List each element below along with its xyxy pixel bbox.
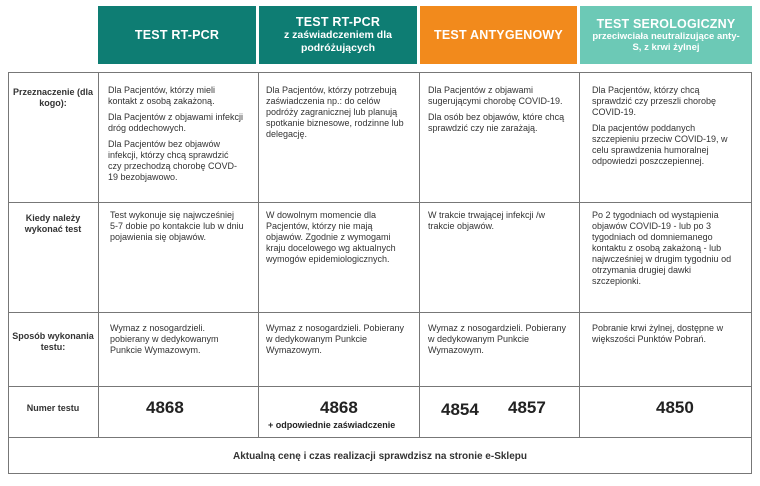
cell-paragraph: Wymaz z nosogardzieli. Pobierany w dedykowanym Punkcie Wymazowym. bbox=[266, 323, 404, 355]
row-divider bbox=[8, 202, 752, 203]
cell-przeznaczenie-col1 bbox=[108, 85, 244, 188]
cell-kiedy-col2 bbox=[266, 210, 406, 270]
column-divider bbox=[98, 72, 99, 437]
header-title: TEST RT-PCR bbox=[295, 14, 381, 29]
header-rt-pcr bbox=[98, 6, 256, 64]
cell-przeznaczenie-col2 bbox=[266, 85, 406, 145]
cell-paragraph: Dla Pacjentów, którzy potrzebują zaświadczenia np.: do celów podróży zagranicznej lub planują spotkanie biznesowe, rodzinne lub delegację. bbox=[266, 85, 404, 139]
cell-paragraph: Dla Pacjentów z objawami infekcji dróg oddechowych. bbox=[108, 112, 244, 133]
row-label-numer: Numer testu bbox=[26, 403, 80, 413]
certificate-note: + odpowiednie zaświadczenie bbox=[268, 420, 396, 430]
test-number-rt-pcr: 4868 bbox=[146, 398, 184, 417]
cell-kiedy-col4 bbox=[592, 210, 742, 292]
footer-note bbox=[8, 438, 752, 474]
footer-text: Aktualną cenę i czas realizacji sprawdzisz na stronie e-Sklepu bbox=[232, 450, 527, 462]
test-number-rt-pcr-travel: 4868 bbox=[320, 398, 358, 417]
row-label-sposob: Sposób wykonania testu: bbox=[12, 331, 94, 352]
cell-kiedy-col3 bbox=[428, 210, 568, 237]
header-antigen bbox=[420, 6, 577, 64]
cell-paragraph: Dla Pacjentów, którzy mieli kontakt z osobą zakażoną. bbox=[108, 85, 216, 106]
row-divider bbox=[8, 386, 752, 387]
row-label-kiedy: Kiedy należy wykonać test bbox=[24, 213, 82, 234]
header-title: TEST ANTYGENOWY bbox=[434, 27, 563, 42]
cell-paragraph: W dowolnym momencie dla Pacjentów, którzy nie mają objawów. Zgodnie z wymogami kraju docelowego wg aktualnych wymogów epidemiologicznych. bbox=[266, 210, 396, 264]
row-label-przeznaczenie: Przeznaczenie (dla kogo): bbox=[12, 87, 94, 108]
cell-paragraph: Pobranie krwi żylnej, dostępne w większości Punktów Pobrań. bbox=[592, 323, 724, 344]
column-divider bbox=[579, 72, 580, 437]
cell-przeznaczenie-col3 bbox=[428, 85, 568, 139]
header-subtitle: z zaświadczeniem dla podróżujących bbox=[284, 28, 392, 54]
cell-paragraph: Test wykonuje się najwcześniej 5-7 dobie po kontakcie lub w dniu pojawienia się objawów. bbox=[110, 210, 244, 242]
cell-paragraph: Dla Pacjentów bez objawów infekcji, którzy chcą sprawdzić czy przechodzą chorobę COVD-19 bezobjawowo. bbox=[108, 139, 238, 182]
test-number-antigen-1: 4854 bbox=[441, 400, 479, 419]
header-serological bbox=[580, 6, 752, 64]
header-subtitle: przeciwciała neutralizujące anty-S, z krwi żylnej bbox=[592, 30, 740, 53]
cell-sposob-col4 bbox=[592, 323, 742, 350]
cell-paragraph: Po 2 tygodniach od wystąpienia objawów COVID-19 - lub po 3 tygodniach od domniemanego kontaktu z osobą zakażoną - lub najwcześniej w drugim tygodniu od otrzymania drugiej dawki szczepionki. bbox=[592, 210, 732, 286]
cell-paragraph: W trakcie trwającej infekcji /w trakcie objawów. bbox=[428, 210, 546, 231]
test-number-serological: 4850 bbox=[656, 398, 694, 417]
column-divider bbox=[258, 72, 259, 437]
cell-kiedy-col1 bbox=[110, 210, 244, 248]
cell-paragraph: Wymaz z nosogardzieli. pobierany w dedykowanym Punkcie Wymazowym. bbox=[110, 323, 219, 355]
column-divider bbox=[419, 72, 420, 437]
cell-sposob-col3 bbox=[428, 323, 568, 361]
cell-paragraph: Dla Pacjentów z objawami sugerującymi chorobę COVID-19. bbox=[428, 85, 563, 106]
header-rt-pcr-travel bbox=[259, 6, 417, 64]
cell-sposob-col2 bbox=[266, 323, 406, 361]
test-number-antigen-2: 4857 bbox=[508, 398, 546, 417]
cell-paragraph: Dla Pacjentów, którzy chcą sprawdzić czy przeszli chorobę COVID-19. bbox=[592, 85, 717, 117]
cell-paragraph: Wymaz z nosogardzieli. Pobierany w dedykowanym Punkcie Wymazowym. bbox=[428, 323, 566, 355]
header-title: TEST RT-PCR bbox=[134, 27, 220, 42]
header-title: TEST SEROLOGICZNY bbox=[596, 16, 736, 31]
row-divider bbox=[8, 312, 752, 313]
cell-paragraph: Dla pacjentów poddanych szczepieniu przeciw COVID-19, w celu sprawdzenia humoralnej odpowiedzi poszczepiennej. bbox=[592, 123, 728, 166]
cell-sposob-col1 bbox=[110, 323, 244, 361]
cell-paragraph: Dla osób bez objawów, które chcą sprawdzić czy nie zarażają. bbox=[428, 112, 565, 133]
cell-przeznaczenie-col4 bbox=[592, 85, 742, 172]
